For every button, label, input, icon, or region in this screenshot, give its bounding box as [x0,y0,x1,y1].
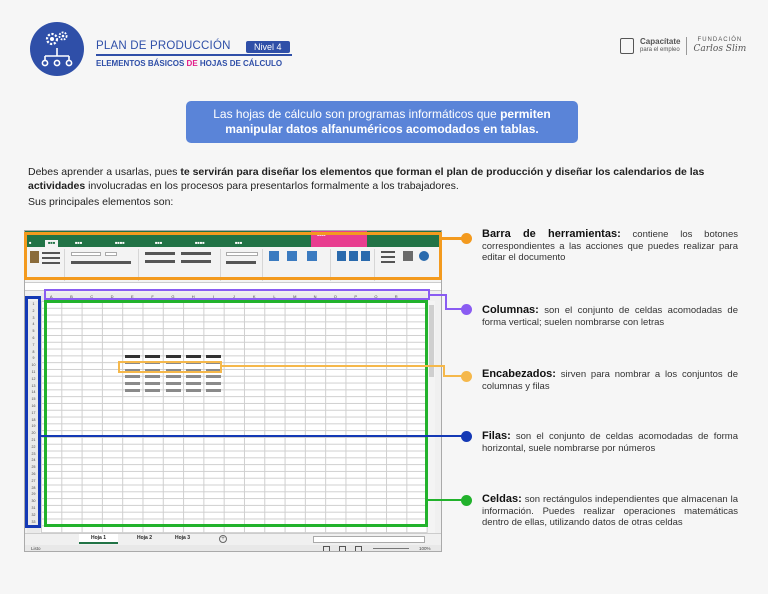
contextual-tab: ■■■■ [311,231,367,247]
desc-rows: Filas: son el conjunto de celdas acomodadas de forma horizontal, suele nombrarse por números [482,430,738,454]
column-header-label: N [313,294,317,299]
column-header-label: P [354,294,357,299]
column-header-label: M [293,294,297,299]
desc-toolbar: Barra de herramientas: contiene los botones correspondientes a las acciones que puedes realizar para editar el documento [482,228,738,263]
page-break-view-icon [355,546,362,552]
column-header-label: I [212,294,215,299]
column-header-label: L [273,294,276,299]
column-header-label: E [131,294,134,299]
sheet-tab-2: Hoja 2 [137,535,153,541]
column-header-label: J [232,294,235,299]
capacitate-icon [620,38,634,54]
row-header-label: 6 [32,336,35,340]
column-header-label: H [191,294,195,299]
columns-highlight [44,289,430,300]
status-text: Listo [31,546,41,551]
desc-cells: Celdas: son rectángulos independientes que almacenan la información. Puedes realizar operaciones matemáticas dentro de ellas, utilizando datos de otras celdas [482,493,738,528]
ribbon-tabs: ■ ■■■ ■■■ ■■■■ ■■■ ■■■■ ■■■ [25,239,441,247]
row-header-label: 32 [31,512,36,517]
rows-dot [461,431,472,442]
definition-banner: Las hojas de cálculo son programas informáticos que permiten manipular datos alfanuméricos acomodados en tablas. [186,101,578,143]
zoom-level: 100% [419,546,431,551]
row-header-label: 1 [32,302,35,306]
column-header-label: C [90,294,94,299]
row-header-label: 18 [31,417,36,422]
row-header-label: 28 [31,485,36,490]
status-bar [25,545,441,552]
column-header-label: A [49,294,53,299]
header-divider [96,54,292,56]
headers-dot [461,371,472,382]
row-header-label: 8 [32,349,35,354]
row-header-label: 23 [31,451,36,456]
zoom-slider [373,548,409,549]
toolbar-highlight [24,232,442,280]
row-header-label: 21 [31,438,36,442]
brand-foundation: FUNDACIÓN [697,37,743,43]
row-header-label: 17 [31,410,36,415]
toolbar-dot [461,233,472,244]
column-header-label: R [394,294,398,299]
row-header-label: 30 [31,499,36,504]
row-header-label: 25 [31,465,36,470]
sheet-tab-bar [25,533,441,545]
row-header-label: 10 [31,363,36,368]
horizontal-scrollbar [313,536,425,543]
gears-logo-icon [30,22,84,76]
sheet-tab-3: Hoja 3 [175,535,191,541]
row-header-label: 12 [31,376,36,381]
header-title: PLAN DE PRODUCCIÓN [96,40,231,52]
normal-view-icon [323,546,330,552]
brand-tag: para el empleo [640,46,680,53]
row-header-label: 2 [32,308,35,313]
level-badge: Nivel 4 [246,41,290,53]
headers-connector-a [222,365,444,367]
cells-dot [461,495,472,506]
column-header-label: G [171,294,175,299]
row-header-label: 19 [31,424,36,429]
row-header-label: 7 [32,342,35,347]
column-header-label: Q [374,294,378,299]
row-header-label: 4 [32,322,35,327]
row-header-label: 15 [31,397,36,402]
column-header-label: F [151,294,154,299]
brand-signature: Carlos Slim [693,44,747,54]
row-header-label: 3 [32,315,35,320]
rows-connector [40,435,466,437]
brand-name: Capacítate [640,36,681,46]
row-header-label: 9 [32,356,35,361]
row-header-label: 31 [31,506,36,510]
row-header-label: 13 [31,383,36,388]
page-layout-view-icon [339,546,346,552]
row-header-label: 22 [31,444,36,449]
column-header-label: O [333,294,337,299]
row-header-label: 29 [31,492,36,497]
intro-paragraph: Debes aprender a usarlas, pues te servirán para diseñar los elementos que forman el plan de producción y diseñar los calendarios de las actividades involucradas en los procesos para presentarlos formalmente a los trabajadores. [28,166,705,192]
row-header-label: 16 [31,404,36,408]
desc-columns: Columnas: son el conjunto de celdas acomodadas de forma vertical; suelen nombrarse con letras [482,304,738,328]
headers-highlight [118,361,222,373]
row-header-label: 5 [32,329,35,334]
column-header-label: B [70,294,73,299]
desc-headers: Encabezados: sirven para nombrar a los conjuntos de columnas y filas [482,368,738,392]
row-header-label: 26 [31,472,36,476]
column-header-label: D [110,294,114,299]
row-header-label: 24 [31,458,36,463]
columns-dot [461,304,472,315]
rows-highlight [25,296,41,528]
column-header-label: K [252,294,256,299]
row-header-label: 11 [31,370,36,374]
columns-connector-a [430,294,446,296]
brand-logo [620,36,746,55]
row-header-label: 33 [31,519,36,524]
row-header-label: 27 [31,478,36,483]
cells-highlight [44,300,428,527]
sheet-tab-1: Hoja 1 [79,534,118,544]
header-subtitle: ELEMENTOS BÁSICOS DE HOJAS DE CÁLCULO [96,59,283,68]
add-sheet-icon: + [219,535,227,543]
row-header-label: 14 [31,390,36,395]
brand-separator [686,37,687,55]
intro-elements-line: Sus principales elementos son: [28,196,174,208]
row-header-label: 20 [31,431,36,436]
